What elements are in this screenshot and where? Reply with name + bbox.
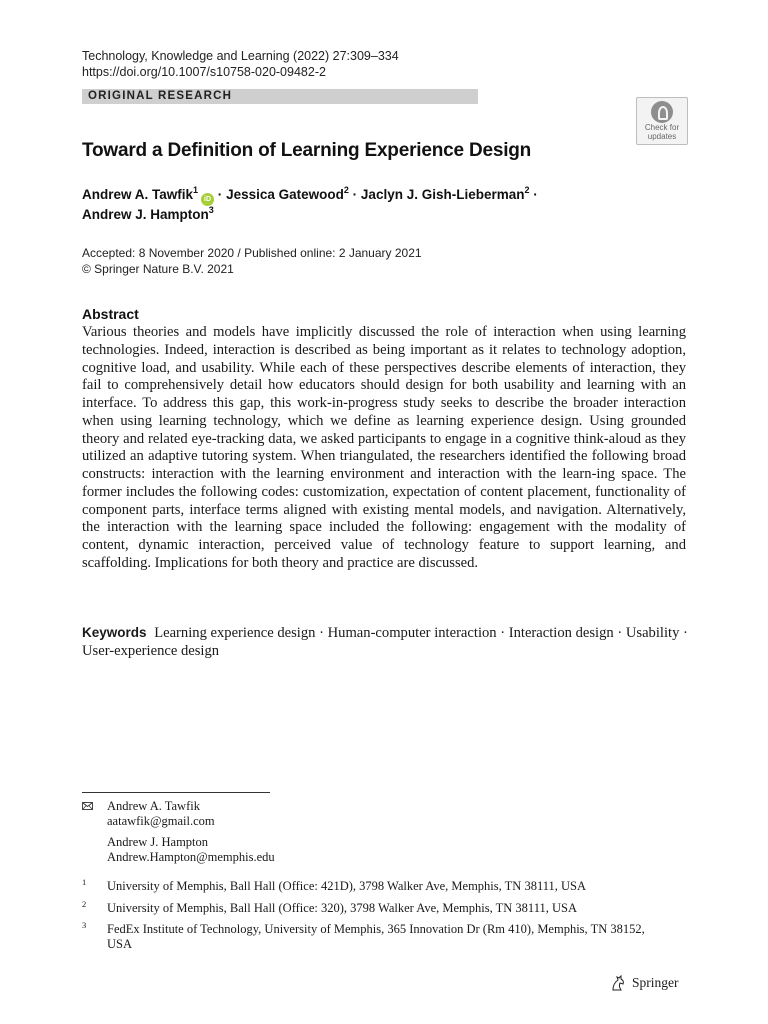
author-line-2 [82,206,538,224]
accepted-published-dates: Accepted: 8 November 2020 / Published online: 2 January 2021 [82,246,422,260]
affiliation-number: 3 [82,920,87,930]
affiliation-text: FedEx Institute of Technology, University of Memphis, 365 Innovation Dr (Rm 410), Memphis, TN 38152, USA [107,922,645,951]
badge-line-2: updates [647,131,677,141]
correspondence-name: Andrew J. Hampton [107,835,209,849]
correspondence-email[interactable]: Andrew.Hampton@memphis.edu [107,850,275,864]
author-list [82,186,538,224]
journal-citation: Technology, Knowledge and Learning (2022) 27:309–334 [82,49,399,63]
affiliation-number: 1 [82,877,87,887]
affiliation-text: University of Memphis, Ball Hall (Office: 421D), 3798 Walker Ave, Memphis, TN 38111, USA [107,879,587,893]
journal-header [82,48,399,80]
check-for-updates-badge[interactable] [636,97,688,145]
correspondence-2 [107,835,275,865]
correspondence-name: Andrew A. Tawfik [107,799,200,813]
publisher-name: Springer [632,975,679,990]
section-banner: ORIGINAL RESEARCH [82,89,478,104]
author-name[interactable]: Jaclyn J. Gish-Lieberman [360,187,525,202]
footnote-divider [82,792,270,793]
author-affiliation-number: 3 [208,205,214,215]
bookmark-icon [651,101,673,123]
author-separator: · [352,187,358,202]
envelope-icon [82,802,93,810]
affiliation-text: University of Memphis, Ball Hall (Office: 320), 3798 Walker Ave, Memphis, TN 38111, USA [107,901,578,915]
author-separator: · [533,187,538,202]
springer-logo [610,974,679,992]
abstract-heading: Abstract [82,306,139,322]
affiliation-number: 2 [82,899,87,909]
publication-dates [82,245,422,277]
abstract-text: Various theories and models have implicitly discussed the role of interaction when using learning technologies. Indeed, interaction is described as being important as it relates to technology adoption, cognitive load, and usability. While each of these perspectives describe elements of interaction, they fail to comprehensively detail how educators should design for both usability and learning with an interface. To address this gap, this work-in-progress study seeks to describe the broader interaction when using learning technology, which we define as learning experience design. Using grounded theory and related eye-tracking data, we asked participants to engage in a cognitive think-aloud as they utilized an adaptive tutoring system. When triangulated, the researchers identified the following broad constructs: interaction with the learning environment and interaction with the learn-ing space. The former includes the following codes: customization, expectation of content placement, functionality of component parts, interface terms aligned with existing mental models, and navigation. Alternatively, the interaction with the learning space included the following: engagement with the modality of content, dynamic interaction, perceived value of technology feature to support learning, and scaffolding. Implications for both theory and practice are discussed. [82,324,686,571]
author-affiliation-number: 2 [343,185,349,195]
correspondence-email[interactable]: aatawfik@gmail.com [107,814,215,828]
keywords-section [82,624,692,661]
correspondence-1 [107,799,215,829]
author-name[interactable]: Jessica Gatewood [226,187,344,202]
paper-title: Toward a Definition of Learning Experience Design [82,140,532,161]
orcid-icon[interactable]: iD [201,193,214,206]
author-name[interactable]: Andrew A. Tawfik [82,187,194,202]
copyright-notice: © Springer Nature B.V. 2021 [82,262,234,276]
badge-line-1: Check for [644,123,680,132]
author-name[interactable]: Andrew J. Hampton [82,207,209,222]
author-line-1 [82,186,538,206]
author-separator: · [217,187,223,202]
keywords-label: Keywords [82,625,147,640]
author-affiliation-number: 2 [524,185,530,195]
springer-horse-icon [610,974,626,992]
doi-link[interactable]: https://doi.org/10.1007/s10758-020-09482-2 [82,65,326,79]
keywords-text: Learning experience design · Human-computer interaction · Interaction design · Usability · User-experience design [82,625,688,659]
author-affiliation-number: 1 [193,185,199,195]
